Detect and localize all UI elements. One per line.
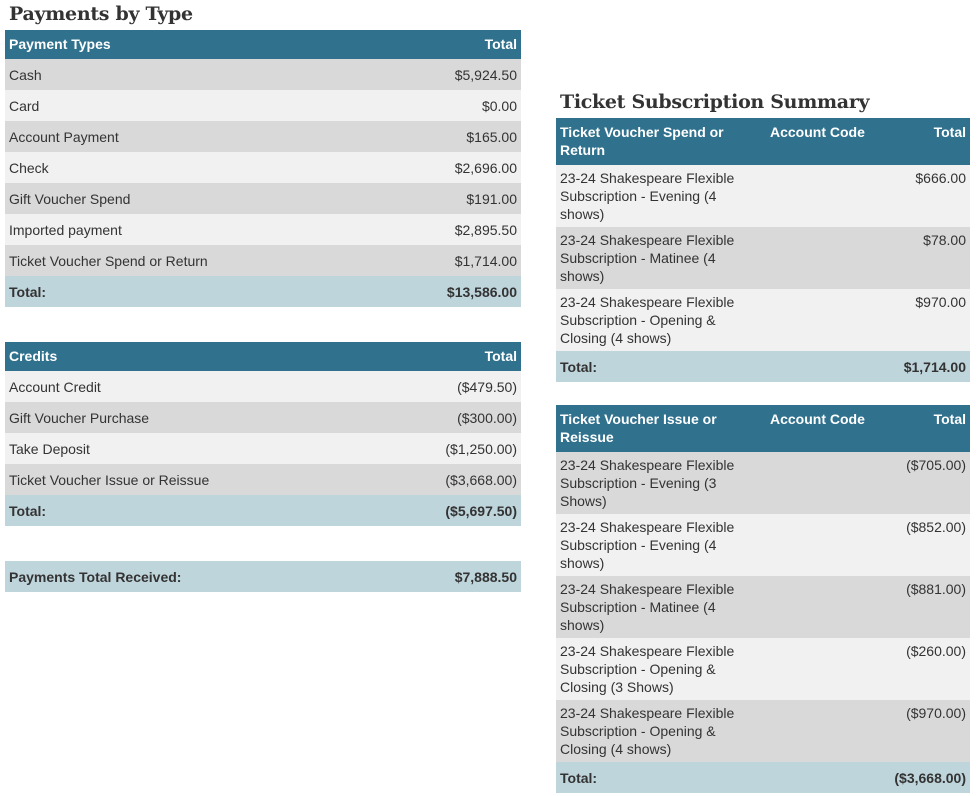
row-label: Gift Voucher Purchase <box>5 402 375 433</box>
table-row <box>5 245 521 276</box>
table-row <box>5 214 521 245</box>
row-value: ($970.00) <box>886 700 970 762</box>
subscription-title: Ticket Subscription Summary <box>560 91 870 113</box>
row-value: $165.00 <box>375 121 521 152</box>
table-row <box>5 121 521 152</box>
total-value: $13,586.00 <box>375 276 521 307</box>
table-row <box>5 152 521 183</box>
table-row <box>556 576 970 638</box>
table-row <box>5 433 521 464</box>
total-row <box>556 351 970 382</box>
table-row <box>556 289 970 351</box>
table-row <box>556 514 970 576</box>
table-row <box>5 402 521 433</box>
row-label: Account Payment <box>5 121 375 152</box>
row-value: ($300.00) <box>375 402 521 433</box>
row-label: Cash <box>5 59 375 90</box>
row-code <box>766 452 886 514</box>
row-label: Check <box>5 152 375 183</box>
row-label: Gift Voucher Spend <box>5 183 375 214</box>
column-header[interactable]: Account Code <box>766 118 886 165</box>
table-row <box>5 371 521 402</box>
total-label: Total: <box>5 495 375 526</box>
voucher-issue-table <box>556 405 970 793</box>
row-value: $970.00 <box>886 289 970 351</box>
total-value: ($5,697.50) <box>375 495 521 526</box>
row-label: 23-24 Shakespeare Flexible Subscription - Evening (4 shows) <box>556 514 766 576</box>
received-value: $7,888.50 <box>375 561 521 592</box>
row-label: Account Credit <box>5 371 375 402</box>
row-label: Card <box>5 90 375 121</box>
column-header[interactable]: Ticket Voucher Issue or Reissue <box>556 405 766 452</box>
total-label: Total: <box>556 351 766 382</box>
row-label: Ticket Voucher Spend or Return <box>5 245 375 276</box>
credits-table <box>5 342 521 526</box>
row-code <box>766 289 886 351</box>
total-label: Total: <box>556 762 766 793</box>
row-value: ($479.50) <box>375 371 521 402</box>
table-row <box>5 90 521 121</box>
row-code <box>766 227 886 289</box>
row-value: ($260.00) <box>886 638 970 700</box>
row-label: 23-24 Shakespeare Flexible Subscription - Opening & Closing (3 Shows) <box>556 638 766 700</box>
table-header-row <box>556 405 970 452</box>
row-value: $2,895.50 <box>375 214 521 245</box>
row-code <box>766 165 886 227</box>
table-row <box>556 452 970 514</box>
row-label: 23-24 Shakespeare Flexible Subscription - Matinee (4 shows) <box>556 576 766 638</box>
table-row <box>556 165 970 227</box>
total-code <box>766 762 886 793</box>
received-row <box>5 561 521 592</box>
payments-title: Payments by Type <box>9 3 193 25</box>
row-code <box>766 576 886 638</box>
total-row <box>5 276 521 307</box>
row-label: 23-24 Shakespeare Flexible Subscription - Evening (4 shows) <box>556 165 766 227</box>
total-label: Total: <box>5 276 375 307</box>
row-label: 23-24 Shakespeare Flexible Subscription - Evening (3 Shows) <box>556 452 766 514</box>
voucher-spend-table <box>556 118 970 382</box>
row-label: Ticket Voucher Issue or Reissue <box>5 464 375 495</box>
column-header[interactable]: Account Code <box>766 405 886 452</box>
row-label: 23-24 Shakespeare Flexible Subscription - Opening & Closing (4 shows) <box>556 289 766 351</box>
column-header[interactable]: Payment Types <box>5 30 375 59</box>
total-code <box>766 351 886 382</box>
total-value: $1,714.00 <box>886 351 970 382</box>
row-value: ($881.00) <box>886 576 970 638</box>
row-value: ($3,668.00) <box>375 464 521 495</box>
row-label: 23-24 Shakespeare Flexible Subscription - Matinee (4 shows) <box>556 227 766 289</box>
row-value: ($852.00) <box>886 514 970 576</box>
table-row <box>556 700 970 762</box>
row-value: $0.00 <box>375 90 521 121</box>
table-row <box>556 227 970 289</box>
table-header-row <box>5 342 521 371</box>
total-value: ($3,668.00) <box>886 762 970 793</box>
column-header[interactable]: Total <box>886 405 970 452</box>
row-value: $2,696.00 <box>375 152 521 183</box>
column-header[interactable]: Total <box>375 30 521 59</box>
row-code <box>766 700 886 762</box>
column-header[interactable]: Total <box>375 342 521 371</box>
total-row <box>556 762 970 793</box>
column-header[interactable]: Credits <box>5 342 375 371</box>
row-value: $666.00 <box>886 165 970 227</box>
row-value: $191.00 <box>375 183 521 214</box>
received-table <box>5 561 521 592</box>
column-header[interactable]: Total <box>886 118 970 165</box>
table-row <box>556 638 970 700</box>
row-label: Take Deposit <box>5 433 375 464</box>
payments-table <box>5 30 521 307</box>
row-value: ($1,250.00) <box>375 433 521 464</box>
received-label: Payments Total Received: <box>5 561 375 592</box>
table-row <box>5 464 521 495</box>
row-value: ($705.00) <box>886 452 970 514</box>
table-header-row <box>556 118 970 165</box>
row-value: $1,714.00 <box>375 245 521 276</box>
table-header-row <box>5 30 521 59</box>
table-row <box>5 59 521 90</box>
row-code <box>766 638 886 700</box>
row-value: $5,924.50 <box>375 59 521 90</box>
row-label: Imported payment <box>5 214 375 245</box>
row-label: 23-24 Shakespeare Flexible Subscription - Opening & Closing (4 shows) <box>556 700 766 762</box>
total-row <box>5 495 521 526</box>
column-header[interactable]: Ticket Voucher Spend or Return <box>556 118 766 165</box>
row-value: $78.00 <box>886 227 970 289</box>
table-row <box>5 183 521 214</box>
row-code <box>766 514 886 576</box>
